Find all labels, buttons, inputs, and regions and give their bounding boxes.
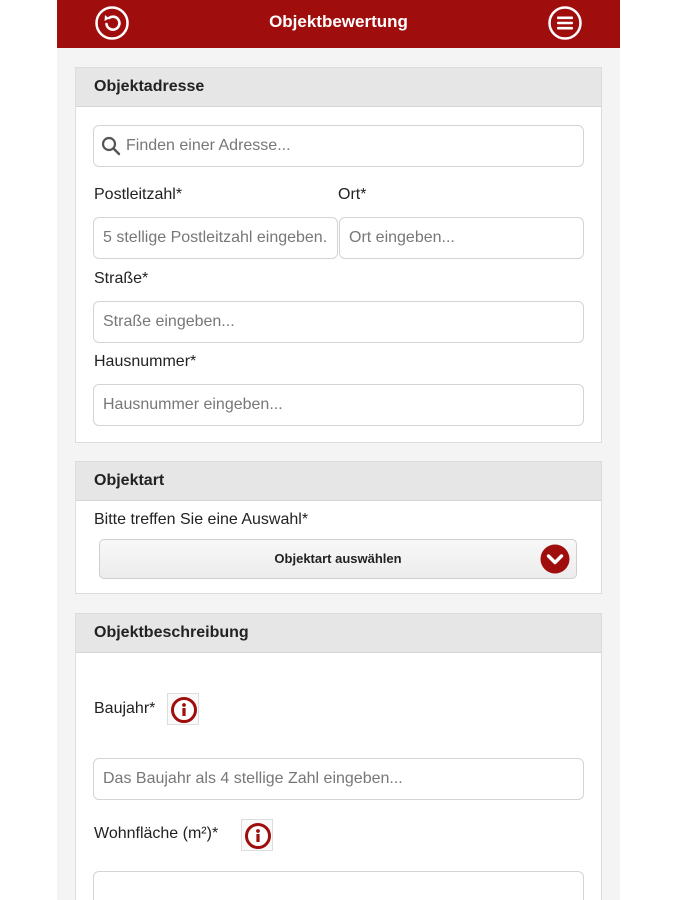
info-icon (170, 696, 198, 724)
street-label: Straße* (94, 270, 149, 287)
address-section-title: Objektadresse (76, 68, 601, 107)
living-area-input[interactable] (93, 871, 584, 900)
info-icon (244, 822, 272, 850)
chevron-down-icon (540, 544, 570, 574)
house-number-label: Hausnummer* (94, 353, 197, 370)
living-area-label: Wohnfläche (m²)* (94, 825, 219, 842)
object-type-prompt: Bitte treffen Sie eine Auswahl* (94, 511, 309, 528)
page-title: Objektbewertung (269, 12, 408, 31)
construction-year-label: Baujahr* (94, 700, 156, 717)
object-description-card (75, 613, 602, 900)
menu-icon (547, 5, 583, 41)
object-type-section-title: Objektart (76, 462, 601, 501)
city-input[interactable] (339, 217, 584, 259)
object-type-select[interactable] (99, 539, 577, 579)
object-type-card (75, 461, 602, 594)
back-button[interactable] (94, 5, 130, 41)
construction-year-info-button[interactable] (167, 693, 199, 725)
street-input[interactable] (93, 301, 584, 343)
back-arrow-icon (94, 5, 130, 41)
search-icon (100, 135, 122, 157)
house-number-input[interactable] (93, 384, 584, 426)
living-area-info-button[interactable] (241, 819, 273, 851)
object-description-section-title: Objektbeschreibung (76, 614, 601, 653)
construction-year-input[interactable] (93, 758, 584, 800)
top-app-bar (57, 0, 620, 48)
object-type-select-label: Objektart auswählen (274, 551, 402, 566)
zip-label: Postleitzahl* (94, 186, 183, 203)
address-card (75, 67, 602, 443)
app-screen (57, 0, 620, 900)
menu-button[interactable] (547, 5, 583, 41)
address-search-input[interactable] (93, 125, 584, 167)
zip-input[interactable] (93, 217, 338, 259)
city-label: Ort* (338, 186, 367, 203)
